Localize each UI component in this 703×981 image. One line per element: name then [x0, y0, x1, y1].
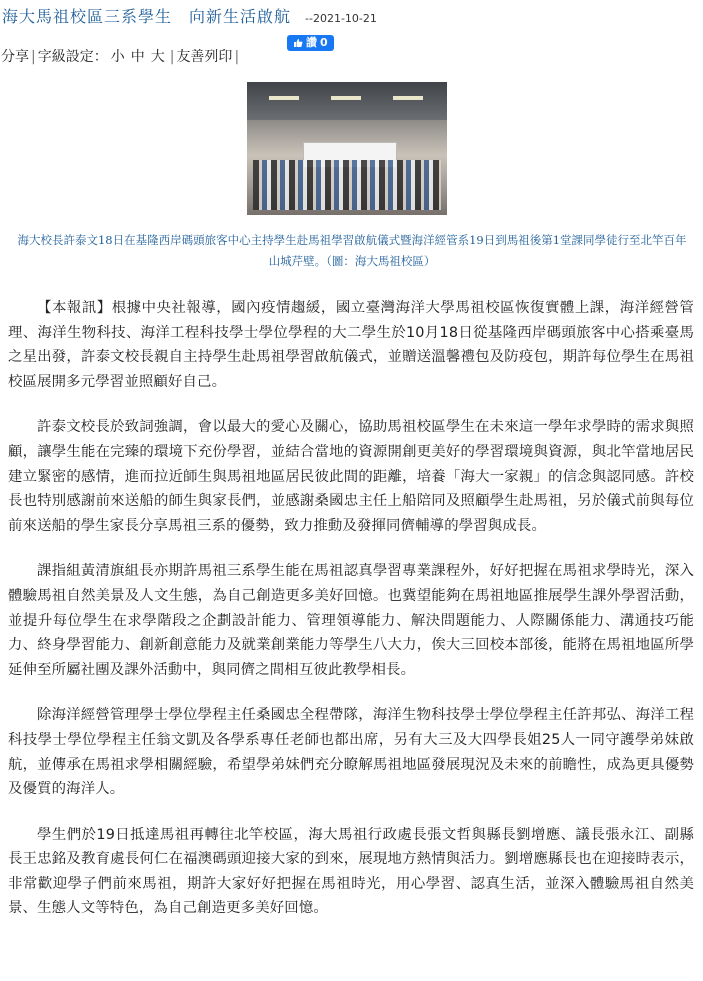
photo-caption: 海大校長許泰文18日在基隆西岸碼頭旅客中心主持學生赴馬祖學習啟航儀式暨海洋經管系19日到馬祖後第1堂課同學徒行至北竿百年山城芹壁。（圖：海大馬祖校區）: [17, 233, 687, 268]
thumbs-up-icon: [293, 38, 303, 48]
toolbar-separator: |: [234, 49, 240, 65]
article-title: 海大馬祖校區三系學生 向新生活啟航: [2, 7, 292, 26]
like-count: 0: [320, 36, 328, 49]
font-size-large[interactable]: 大: [150, 49, 165, 65]
toolbar-separator: |: [31, 49, 36, 65]
font-size-small[interactable]: 小: [110, 49, 125, 65]
font-size-medium[interactable]: 中: [130, 49, 145, 65]
article-toolbar: [1, 46, 241, 66]
article-paragraph: 課指組黃清旗組長亦期許馬祖三系學生能在馬祖認真學習專業課程外，好好把握在馬祖求學時光，深入體驗馬祖自然美景及人文生態，為自己創造更多美好回憶。也冀望能夠在馬祖地區推展學生課外學習活動，並提升每位學生在求學階段之企劃設計能力、管理領導能力、解決問題能力、人際關係能力、溝通技巧能力、終身學習能力、創新創意能力及就業創業能力等學生八大力，俟大三回校本部後，能將在馬祖地區所學延伸至所屬社團及課外活動中，與同儕之間相互彼此教學相長。: [8, 563, 694, 678]
like-label: 讚: [306, 36, 317, 49]
article-paragraph: 許泰文校長於致詞強調，會以最大的愛心及關心，協助馬祖校區學生在未來這一學年求學時的需求與照顧，讓學生能在完臻的環境下充份學習，並結合當地的資源開創更美好的學習環境與資源，與北竿當地居民建立緊密的感情，進而拉近師生與馬祖地區居民彼此間的距離，培養「海大一家親」的信念與認同感。許校長也特別感謝前來送船的師生與家長們，並感謝桑國忠主任上船陪同及照顧學生赴馬祖，另於儀式前與每位前來送船的學生家長分享馬祖三系的優勢，致力推動及發揮同儕輔導的學習與成長。: [8, 419, 694, 534]
facebook-like-button[interactable]: [287, 35, 334, 51]
article-header: [2, 4, 377, 27]
article-body: [8, 296, 694, 942]
print-link[interactable]: 友善列印: [176, 49, 233, 65]
article-paragraph: 除海洋經營管理學士學位學程主任桑國忠全程帶隊，海洋生物科技學士學位學程主任許邦弘、海洋工程科技學士學位學程主任翁文凱及各學系專任老師也都出席，另有大三及大四學長姐25人一同守護學弟妹啟航，並傳承在馬祖求學相關經驗，希望學弟妹們充分瞭解馬祖地區發展現況及未來的前瞻性，成為更具優勢及優質的海洋人。: [8, 707, 694, 798]
toolbar-separator: |: [169, 49, 175, 65]
group-photo: [247, 82, 447, 215]
article-paragraph: 學生們於19日抵達馬祖再轉往北竿校區，海大馬祖行政處長張文哲與縣長劉增應、議長張永江、副縣長王忠銘及教育處長何仁在福澳碼頭迎接大家的到來，展現地方熱情與活力。劉增應縣長也在迎接時表示，非常歡迎學子們前來馬祖，期許大家好好把握在馬祖時光，用心學習、認真生活，並深入體驗馬祖自然美景、生態人文等特色，為自己創造更多美好回憶。: [8, 826, 694, 917]
font-size-label: 字級設定：: [37, 49, 108, 65]
share-link[interactable]: 分享: [1, 49, 29, 65]
article-date: --2021-10-21: [305, 12, 377, 25]
article-paragraph: 【本報訊】根據中央社報導，國內疫情趨緩，國立臺灣海洋大學馬祖校區恢復實體上課，海洋經營管理、海洋生物科技、海洋工程科技學士學位學程的大二學生於10月18日從基隆西岸碼頭旅客中心搭乘臺馬之星出發，許泰文校長親自主持學生赴馬祖學習啟航儀式，並贈送溫馨禮包及防疫包，期許每位學生在馬祖校區展開多元學習並照顧好自己。: [8, 300, 694, 390]
